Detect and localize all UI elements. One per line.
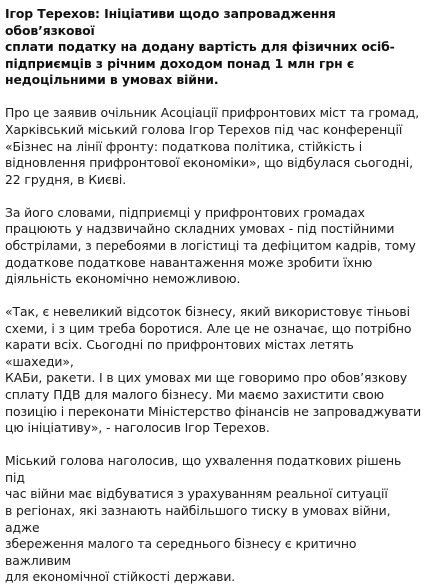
post-paragraph-3: «Так, є невеликий відсоток бізнесу, який використовує тіньові схеми, і з цим треба боротися. Але це не означає, що потрібно карати всіх. Сьогодні по прифронтових містах летять «шахеди», КАБи, ракети. І в цих умовах ми ще говоримо про обов’язкову сплату ПДВ для малого бізнесу. Ми маємо захистити свою позицію і переконати Міністерство фінансів не запроваджувати цю ініціативу», - наголосив Ігор Терехов.	[5, 304, 422, 436]
post-headline: Ігор Терехов: Ініціативи щодо запровадження обов’язкової сплати податку на додану вартість для фізичних осіб- підприємців з річним доходом понад 1 млн грн є недоцільними в умовах війни.	[5, 6, 395, 88]
post-paragraph-2: За його словами, підприємці у прифронтових громадах працюють у надзвичайно складних умовах - під постійними обстрілами, з перебоями в логістиці та дефіцитом кадрів, тому додаткове податкове навантаження може зробити їхню діяльність економічно неможливою.	[5, 204, 416, 287]
post-paragraph-4: Міський голова наголосив, що ухвалення податкових рішень під час війни має відбуватися з урахуванням реальної ситуації в регіонах, які зазнають найбільшого тиску в умовах війни, адже збереження малого та середнього бізнесу є критично важливим для економічної стійкості держави.	[5, 453, 402, 585]
news-post	[5, 6, 423, 586]
post-paragraph-1: Про це заявив очільник Асоціації прифронтових міст та громад, Харківський міський голова Ігор Терехов під час конференції «Бізнес на лінії фронту: податкова політика, стійкість і відновлення прифронтової економіки», що відбулася сьогодні, 22 грудня, в Києві.	[5, 105, 420, 187]
